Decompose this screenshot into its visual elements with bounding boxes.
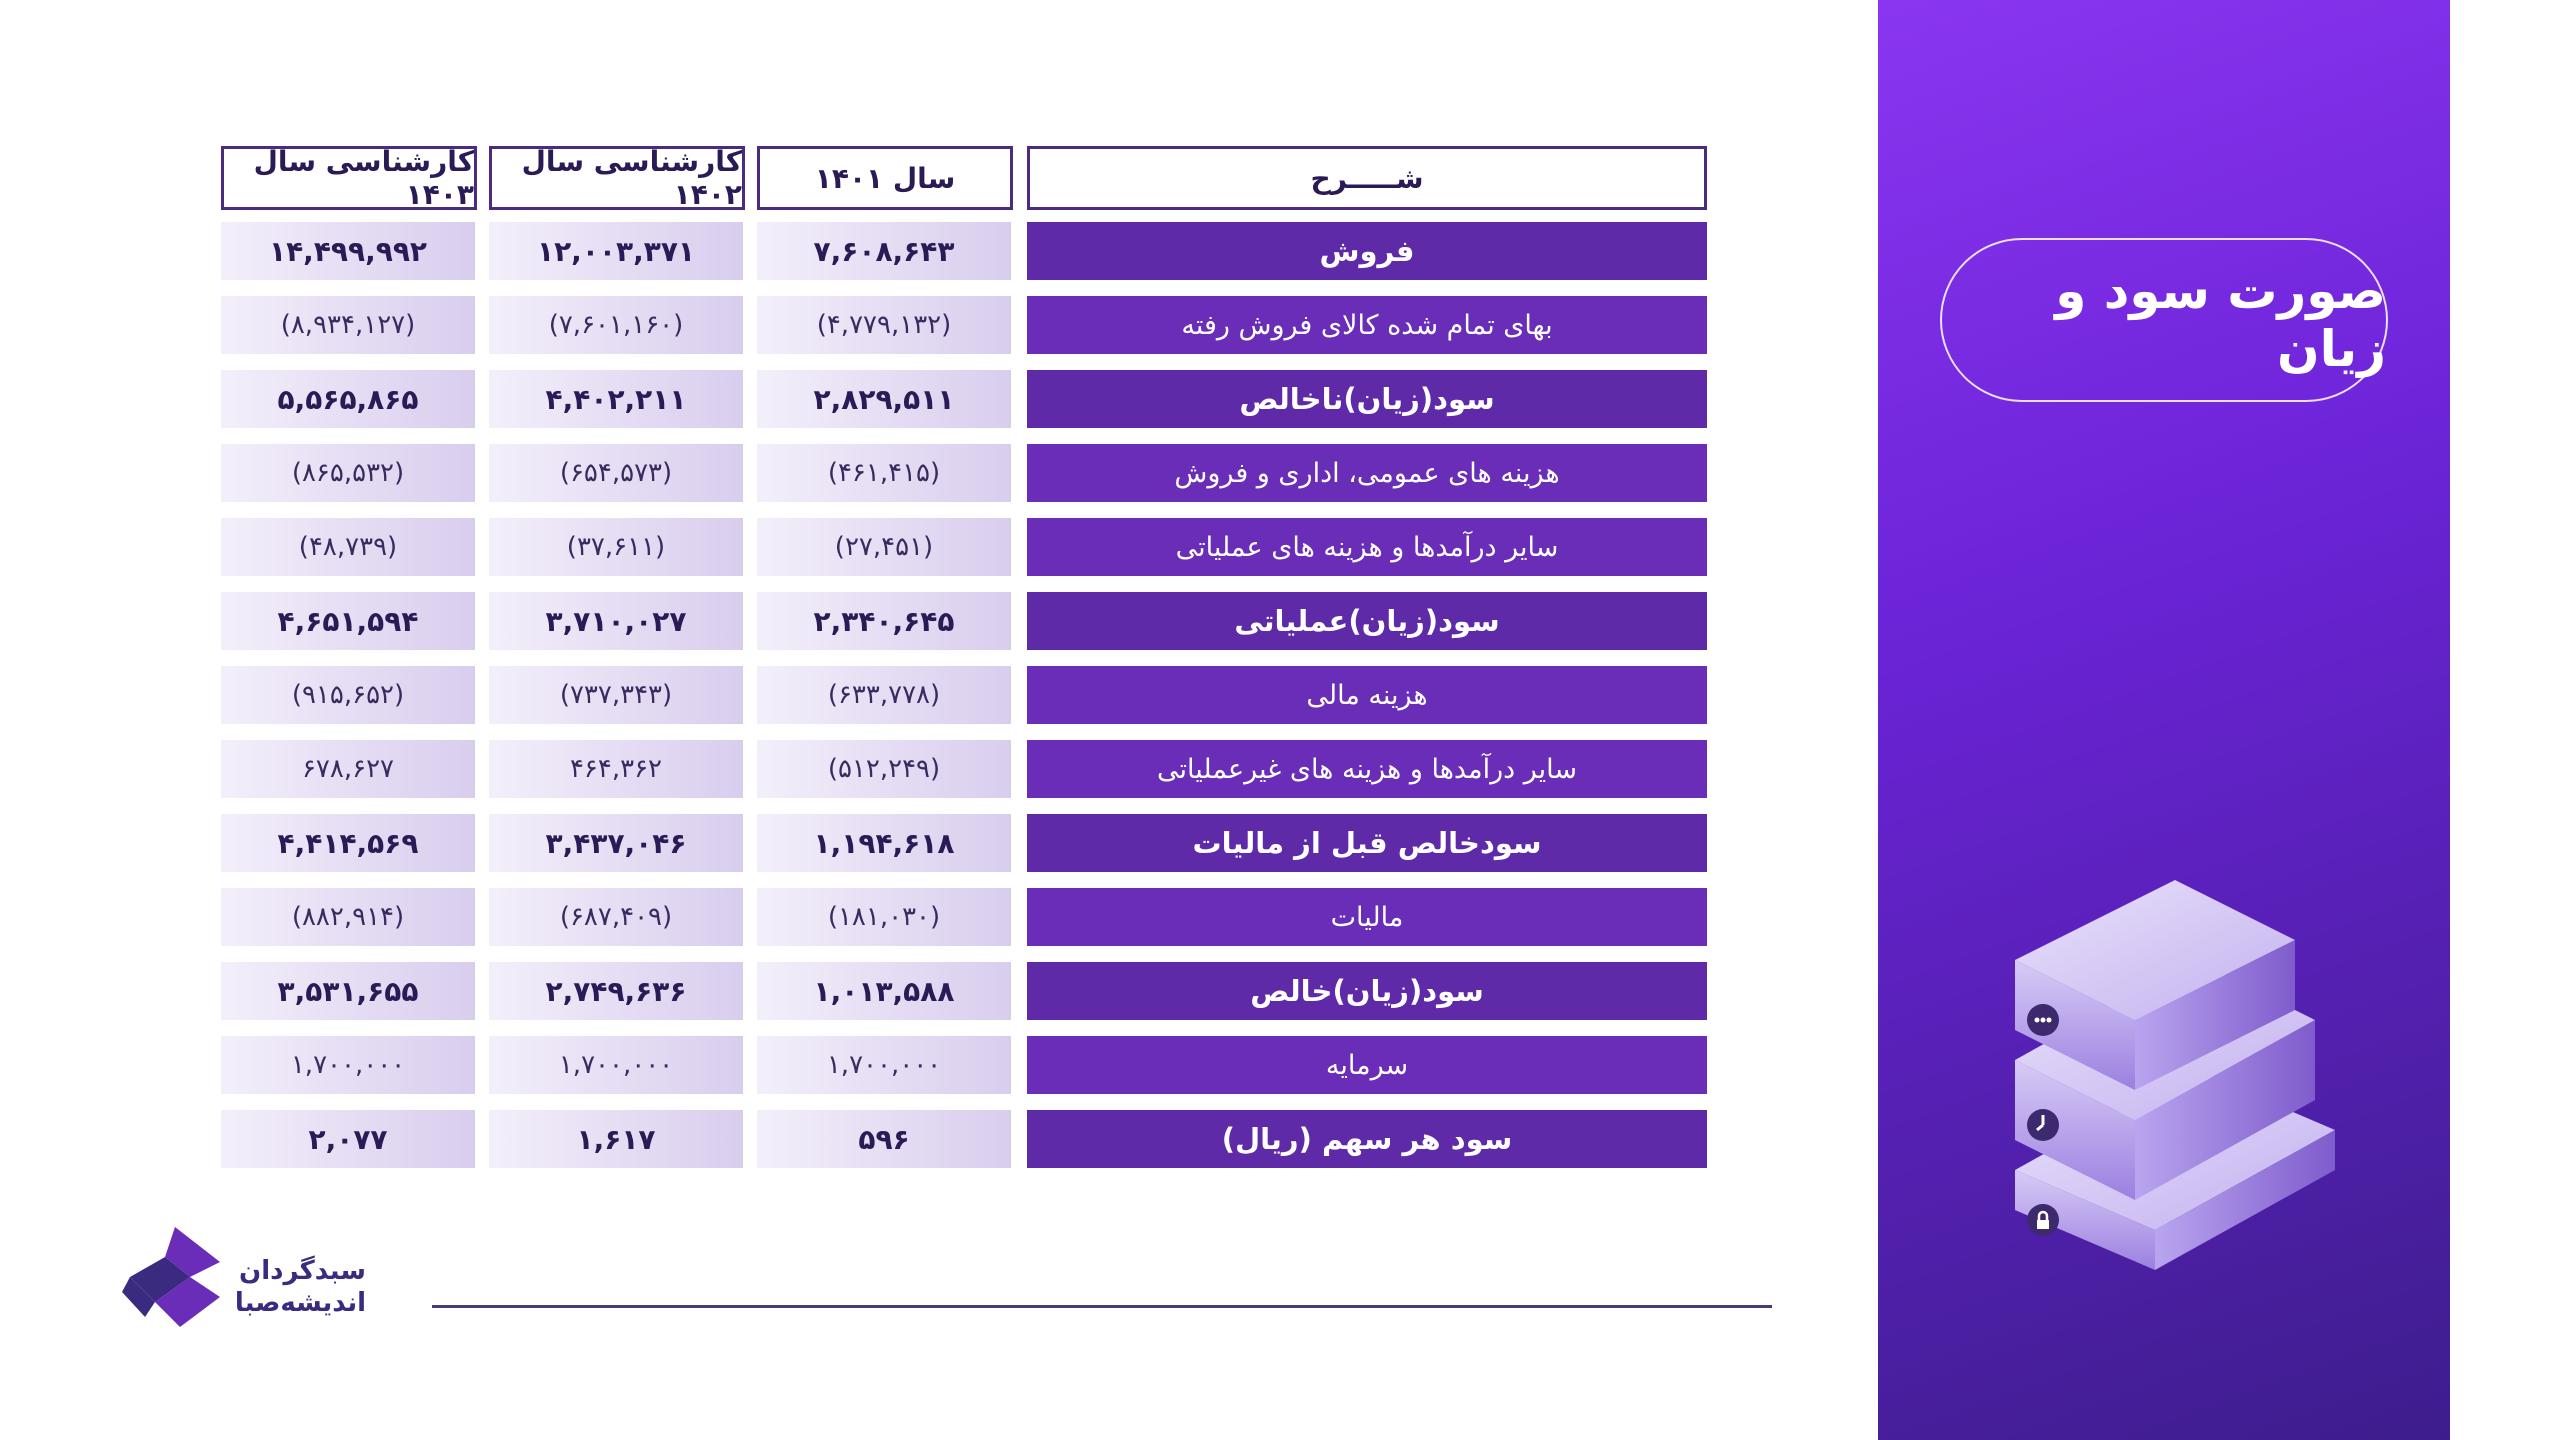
brand-name [236,1255,366,1319]
cell-1402: ۱,۷۰۰,۰۰۰ [489,1036,743,1094]
table-row [0,370,1760,428]
row-label: سایر درآمدها و هزینه های عملیاتی [1027,518,1707,576]
row-label: سودخالص قبل از مالیات [1027,814,1707,872]
table-row [0,444,1760,502]
header-description: شـــــرح [1027,146,1707,210]
row-label: سود(زیان)عملیاتی [1027,592,1707,650]
row-label: بهای تمام شده کالای فروش رفته [1027,296,1707,354]
row-label: هزینه های عمومی، اداری و فروش [1027,444,1707,502]
table-row [0,222,1760,280]
cell-1402: (۷۳۷,۳۴۳) [489,666,743,724]
cell-1401: (۵۱۲,۲۴۹) [757,740,1011,798]
cell-1402: ۱۲,۰۰۳,۳۷۱ [489,222,743,280]
footer-divider [432,1305,1772,1308]
header-year-1402: کارشناسی سال ۱۴۰۲ [489,146,745,210]
row-label: سود(زیان)ناخالص [1027,370,1707,428]
cell-1401: ۱,۷۰۰,۰۰۰ [757,1036,1011,1094]
table-row [0,1036,1760,1094]
cell-1401: (۴۶۱,۴۱۵) [757,444,1011,502]
clock-icon [2027,1109,2059,1141]
cell-1403: ۵,۵۶۵,۸۶۵ [221,370,475,428]
cell-1401: (۲۷,۴۵۱) [757,518,1011,576]
stairs-illustration [1995,870,2355,1280]
cell-1401: (۱۸۱,۰۳۰) [757,888,1011,946]
cell-1402: ۳,۴۳۷,۰۴۶ [489,814,743,872]
table-row [0,666,1760,724]
row-label: مالیات [1027,888,1707,946]
cell-1401: ۲,۸۲۹,۵۱۱ [757,370,1011,428]
cell-1403: ۱,۷۰۰,۰۰۰ [221,1036,475,1094]
row-label: سود(زیان)خالص [1027,962,1707,1020]
table-row [0,814,1760,872]
cell-1402: ۳,۷۱۰,۰۲۷ [489,592,743,650]
table-row [0,888,1760,946]
row-label: سایر درآمدها و هزینه های غیرعملیاتی [1027,740,1707,798]
cell-1403: ۲,۰۷۷ [221,1110,475,1168]
cell-1402: (۶۸۷,۴۰۹) [489,888,743,946]
cell-1402: (۷,۶۰۱,۱۶۰) [489,296,743,354]
table-row [0,518,1760,576]
cell-1401: ۲,۳۴۰,۶۴۵ [757,592,1011,650]
cell-1403: ۳,۵۳۱,۶۵۵ [221,962,475,1020]
row-label: سرمایه [1027,1036,1707,1094]
row-label: سود هر سهم (ریال) [1027,1110,1707,1168]
cell-1402: ۴۶۴,۳۶۲ [489,740,743,798]
cell-1403: (۸۸۲,۹۱۴) [221,888,475,946]
header-year-1401: سال ۱۴۰۱ [757,146,1013,210]
brand-name-line1: سبدگردان [239,1256,366,1286]
cell-1401: ۱,۰۱۳,۵۸۸ [757,962,1011,1020]
cell-1401: ۱,۱۹۴,۶۱۸ [757,814,1011,872]
cell-1401: (۴,۷۷۹,۱۳۲) [757,296,1011,354]
page-title: صورت سود و زیان [1940,238,2388,402]
cell-1403: (۹۱۵,۶۵۲) [221,666,475,724]
cell-1403: (۸,۹۳۴,۱۲۷) [221,296,475,354]
cell-1403: (۸۶۵,۵۳۲) [221,444,475,502]
cell-1403: (۴۸,۷۳۹) [221,518,475,576]
cell-1402: ۲,۷۴۹,۶۳۶ [489,962,743,1020]
cell-1402: (۶۵۴,۵۷۳) [489,444,743,502]
row-label: فروش [1027,222,1707,280]
lock-icon [2027,1204,2059,1236]
cell-1403: ۴,۶۵۱,۵۹۴ [221,592,475,650]
brand-name-line2: اندیشه‌صبا [234,1288,366,1318]
table-row [0,592,1760,650]
cell-1401: ۷,۶۰۸,۶۴۳ [757,222,1011,280]
cell-1402: ۱,۶۱۷ [489,1110,743,1168]
header-year-1403: کارشناسی سال ۱۴۰۳ [221,146,477,210]
brand-logo-icon [120,1222,230,1332]
row-label: هزینه مالی [1027,666,1707,724]
cell-1403: ۴,۴۱۴,۵۶۹ [221,814,475,872]
cell-1403: ۶۷۸,۶۲۷ [221,740,475,798]
side-strip [2450,0,2560,1440]
table-row [0,962,1760,1020]
cell-1403: ۱۴,۴۹۹,۹۹۲ [221,222,475,280]
cell-1401: ۵۹۶ [757,1110,1011,1168]
table-row [0,296,1760,354]
table-row [0,1110,1760,1168]
cell-1401: (۶۳۳,۷۷۸) [757,666,1011,724]
table-row [0,740,1760,798]
cell-1402: ۴,۴۰۲,۲۱۱ [489,370,743,428]
chat-icon [2027,1004,2059,1036]
cell-1402: (۳۷,۶۱۱) [489,518,743,576]
